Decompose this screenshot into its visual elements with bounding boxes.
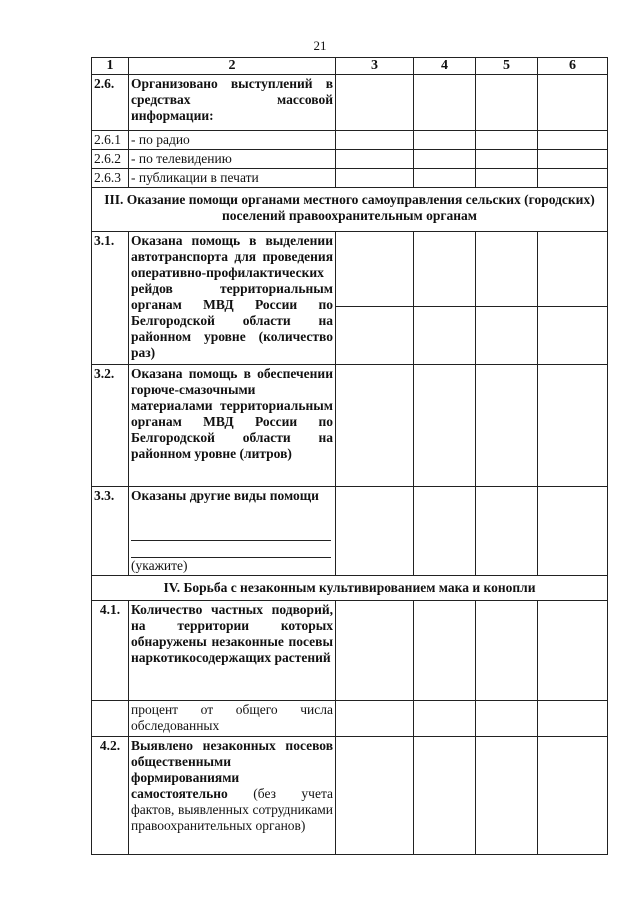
cell-5[interactable] (476, 131, 538, 150)
cell-4[interactable] (414, 701, 476, 737)
header-col-3: 3 (336, 58, 414, 75)
cell-4[interactable] (414, 487, 476, 576)
row-number: 2.6.2 (92, 150, 129, 169)
row-label: процент от общего числа обследованных (129, 701, 336, 737)
table-row (92, 131, 608, 150)
row-number: 3.3. (92, 487, 129, 576)
report-table (91, 57, 608, 855)
cell-4[interactable] (414, 232, 476, 307)
header-col-1: 1 (92, 58, 129, 75)
row-number: 4.1. (92, 601, 129, 701)
table-row (92, 232, 608, 307)
row-label-note: (без учета фактов, выявленных сотрудниками правоохранительных органов) (131, 786, 333, 833)
cell-5[interactable] (476, 365, 538, 487)
cell-3[interactable] (336, 601, 414, 701)
section-row (92, 576, 608, 601)
blank-line (131, 524, 331, 541)
cell-5[interactable] (476, 169, 538, 188)
cell-3[interactable] (336, 487, 414, 576)
cell-4[interactable] (414, 601, 476, 701)
header-col-6: 6 (538, 58, 608, 75)
cell-6[interactable] (538, 601, 608, 701)
cell-3[interactable] (336, 150, 414, 169)
cell-3[interactable] (336, 737, 414, 855)
cell-5[interactable] (476, 232, 538, 307)
row-label: Оказаны другие виды помощи (131, 488, 319, 503)
row-label: Оказана помощь в обеспечении горюче-смазочными материалами территориальным органам МВД России по Белгородской области на районном уровне (литров) (129, 365, 336, 487)
row-label: - по радио (129, 131, 336, 150)
table-row (92, 169, 608, 188)
row-label: Выявлено незаконных посевов общественными формированиями самостоятельно (131, 738, 333, 801)
cell-4[interactable] (414, 150, 476, 169)
cell-6[interactable] (538, 232, 608, 307)
cell-5[interactable] (476, 75, 538, 131)
table-row (92, 75, 608, 131)
row-number: 2.6. (92, 75, 129, 131)
header-col-2: 2 (129, 58, 336, 75)
header-col-5: 5 (476, 58, 538, 75)
cell-6[interactable] (538, 487, 608, 576)
cell-4[interactable] (414, 737, 476, 855)
page-number: 21 (313, 38, 327, 53)
row-label: Оказана помощь в выделении автотранспорта для проведения оперативно-профилактических рейдов территориальным органам МВД России по Белгородской области на районном уровне (количество раз) (129, 232, 336, 365)
cell-6[interactable] (538, 701, 608, 737)
cell-6[interactable] (538, 307, 608, 365)
table-row (92, 365, 608, 487)
cell-5[interactable] (476, 701, 538, 737)
row-number: 4.2. (92, 737, 129, 855)
cell-3[interactable] (336, 701, 414, 737)
blank-line (131, 541, 331, 558)
cell-6[interactable] (538, 737, 608, 855)
row-number-empty (92, 701, 129, 737)
cell-5[interactable] (476, 150, 538, 169)
section-title: IV. Борьба с незаконным культивированием мака и конопли (92, 576, 608, 601)
table-row (92, 701, 608, 737)
cell-3[interactable] (336, 131, 414, 150)
cell-3[interactable] (336, 75, 414, 131)
header-col-4: 4 (414, 58, 476, 75)
specify-note: (укажите) (131, 558, 188, 573)
row-label: - по телевидению (129, 150, 336, 169)
cell-5[interactable] (476, 307, 538, 365)
cell-6[interactable] (538, 150, 608, 169)
cell-3[interactable] (336, 232, 414, 307)
table-row (92, 601, 608, 701)
cell-3[interactable] (336, 307, 414, 365)
cell-6[interactable] (538, 365, 608, 487)
section-row (92, 188, 608, 232)
cell-6[interactable] (538, 169, 608, 188)
row-number: 3.1. (92, 232, 129, 365)
table-row (92, 487, 608, 576)
table-row (92, 150, 608, 169)
cell-5[interactable] (476, 487, 538, 576)
cell-6[interactable] (538, 75, 608, 131)
cell-4[interactable] (414, 365, 476, 487)
cell-4[interactable] (414, 131, 476, 150)
row-label-cell (129, 487, 336, 576)
cell-3[interactable] (336, 365, 414, 487)
cell-4[interactable] (414, 307, 476, 365)
row-label-cell (129, 737, 336, 855)
cell-3[interactable] (336, 169, 414, 188)
row-label: Количество частных подворий, на территории которых обнаружены незаконные посевы наркотикосодержащих растений (129, 601, 336, 701)
row-label: Организовано выступлений в средствах массовой информации: (129, 75, 336, 131)
cell-5[interactable] (476, 601, 538, 701)
cell-6[interactable] (538, 131, 608, 150)
row-number: 3.2. (92, 365, 129, 487)
cell-4[interactable] (414, 75, 476, 131)
row-label: - публикации в печати (129, 169, 336, 188)
row-number: 2.6.1 (92, 131, 129, 150)
row-number: 2.6.3 (92, 169, 129, 188)
section-title: III. Оказание помощи органами местного самоуправления сельских (городских) поселений правоохранительным органам (92, 188, 608, 232)
table-row (92, 737, 608, 855)
table-header-row (92, 58, 608, 75)
cell-4[interactable] (414, 169, 476, 188)
cell-5[interactable] (476, 737, 538, 855)
